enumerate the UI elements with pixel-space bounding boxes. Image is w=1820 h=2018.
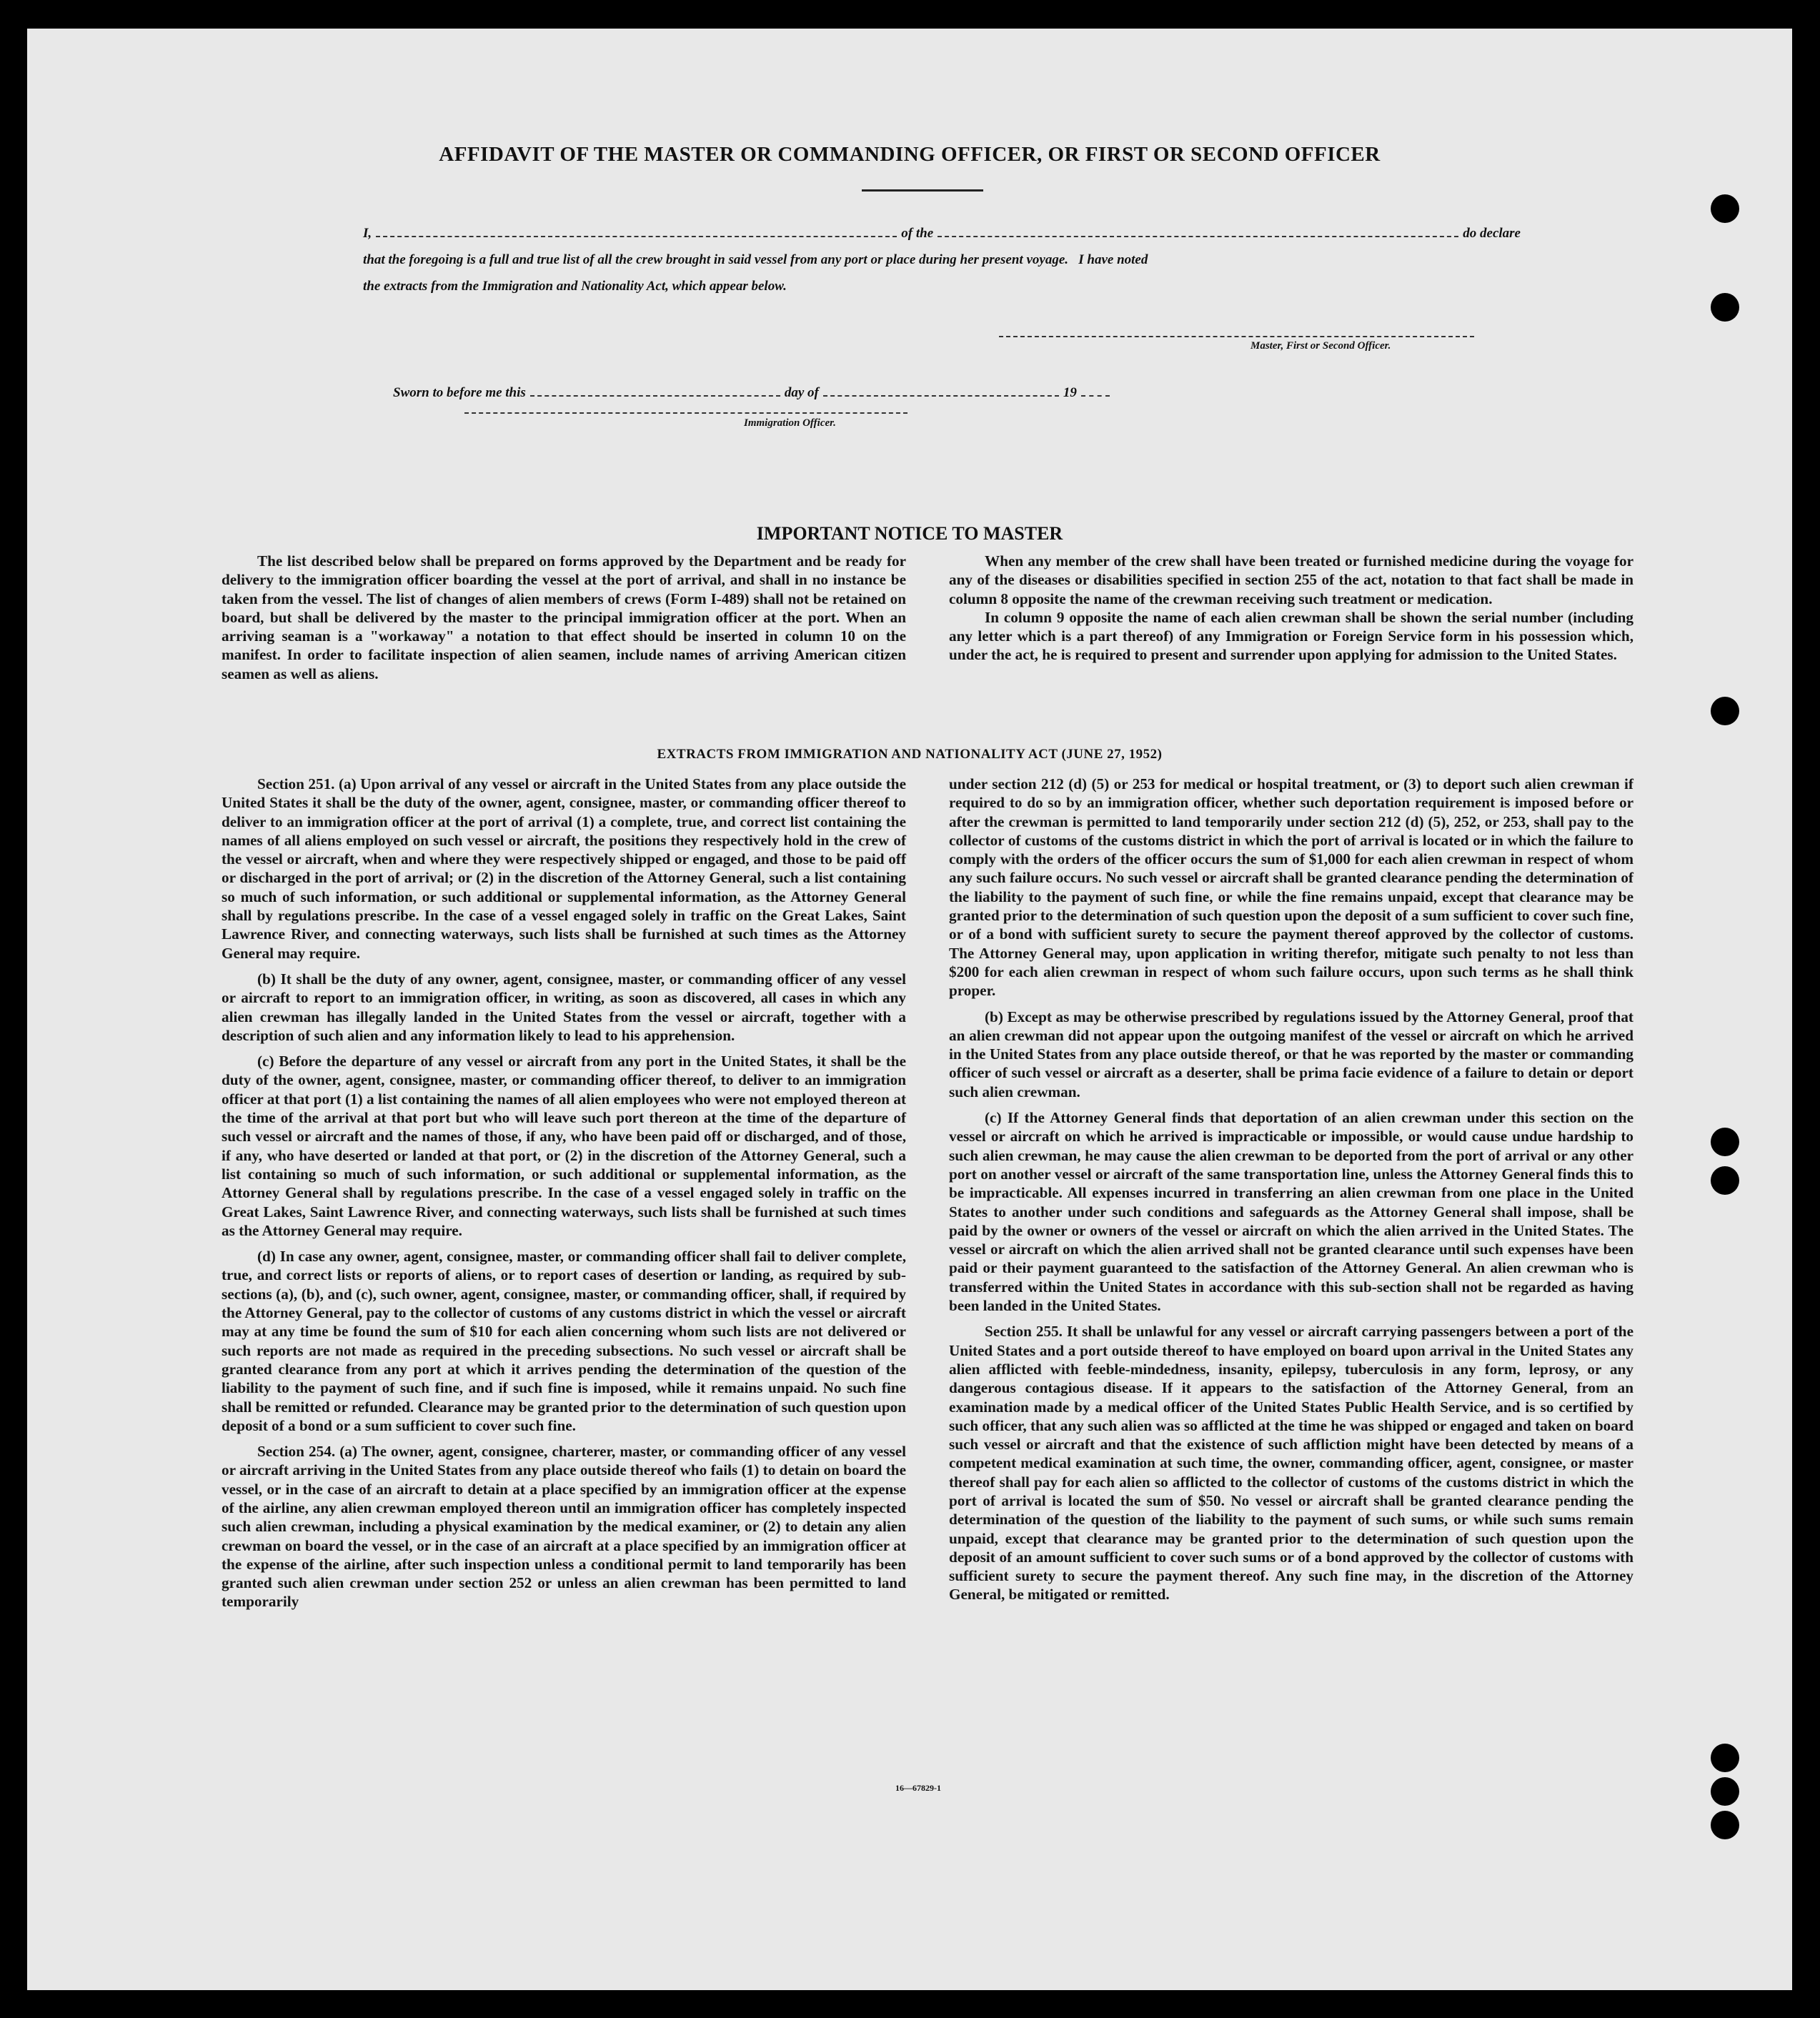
punch-hole bbox=[1711, 194, 1739, 223]
sworn-year-label: 19 bbox=[1063, 385, 1077, 400]
punch-hole bbox=[1711, 1166, 1739, 1195]
master-signature-line[interactable] bbox=[999, 336, 1474, 337]
form-code: 16—67829-1 bbox=[895, 1783, 941, 1793]
title-rule bbox=[862, 189, 983, 192]
section-251d-paragraph: (d) In case any owner, agent, consignee, master, or commanding officer shall fail to deliver complete, true, and correct lists or reports of aliens, or to report cases of desertion or landing, as required by sub-sections (a), (b), and (c), such owner, agent, consignee, master, or commanding officer, shall, if required by the Attorney General, pay to the collector of customs of any customs district in which the vessel or aircraft may at any time be found the sum of $10 for each alien concerning whom such lists are not delivered or such reports are not made as required in the preceding subsections. No such vessel or aircraft shall be granted clearance from any port at which it arrives pending the determination of the question of the liability to the payment of such fine, and if such fine is imposed, while it remains unpaid. No such fine shall be remitted or refunded. Clearance may be granted prior to the determination of such question upon deposit of a bond or a sum sufficient to cover such fine. bbox=[222, 1248, 906, 1434]
affidavit-title: AFFIDAVIT OF THE MASTER OR COMMANDING OFFICER, OR FIRST OR SECOND OFFICER bbox=[439, 143, 1381, 166]
notice-left-paragraph: The list described below shall be prepared on forms approved by the Department and be ready for delivery to the immigration officer boarding the vessel at the port of arrival, and shall in no instance be taken from the vessel. The list of changes of alien members of crews (Form I-489) shall not be retained on board, but shall be delivered by the master to the principal immigration officer at the port. When an arriving seaman is a "workaway" a notation to that effect should be inserted in column 10 on the manifest. In order to facilitate inspection of alien seamen, include names of arriving American citizen seamen as well as aliens. bbox=[222, 552, 906, 682]
sworn-day-blank[interactable] bbox=[530, 382, 780, 397]
sworn-day-label: day of bbox=[784, 385, 819, 400]
section-254b-paragraph: (b) Except as may be otherwise prescribed by regulations issued by the Attorney General, proof that an alien crewman did not appear upon the outgoing manifest of the vessel or aircraft on which he arrived in the United States from any place outside thereof, or that he was reported by the master or commanding officer of such vessel or aircraft as a deserter, shall be prima facie evidence of a failure to detain or deport such alien crewman. bbox=[949, 1008, 1633, 1100]
section-254a-continued-paragraph: under section 212 (d) (5) or 253 for medical or hospital treatment, or (3) to deport such alien crewman if required to do so by an immigration officer, whether such deportation requirement is imposed before or after the crewman is permitted to land temporarily under section 212 (d) (5), 252, or 253, shall pay to the collector of customs of the customs district in which the port of arrival is located or in which the failure to comply with the orders of the officer occurs the sum of $1,000 for each alien crewman in respect of whom any such failure occurs. No such vessel or aircraft shall be granted clearance pending the determination of the liability to the payment of such fine, or while the fine remains unpaid, except that clearance may be granted prior to the determination of such question upon the deposit of a sum sufficient to cover such fine, or of a bond with sufficient surety to secure the payment thereof approved by the collector of customs. The Attorney General may, upon application in writing therefor, mitigate such penalty to not less than $200 for each alien crewman in respect of whom such failure occurs, upon such terms as he shall think proper. bbox=[949, 775, 1633, 1000]
punch-hole bbox=[1711, 1128, 1739, 1156]
section-254a-paragraph: Section 254. (a) The owner, agent, consignee, charterer, master, or commanding officer of any vessel or aircraft arriving in the United States from any place outside thereof who fails (1) to detain on board the vessel, or in the case of an aircraft to detain at a place specified by an immigration officer at the expense of the airline, any alien crewman employed thereon until an immigration officer has completely inspected such alien crewman, including a physical examination by the medical examiner, or (2) to detain any alien crewman on board the vessel, or in the case of an aircraft at a place specified by an immigration officer at the expense of the airline, after such inspection unless a conditional permit to land temporarily has been granted such alien crewman under section 252 or unless an alien crewman has been permitted to land temporarily bbox=[222, 1443, 906, 1611]
notice-right-column bbox=[949, 552, 1633, 672]
declaration-block bbox=[363, 220, 1521, 299]
officer-signature-line[interactable] bbox=[464, 412, 907, 414]
notice-right-paragraph: In column 9 opposite the name of each alien crewman shall be shown the serial number (including any letter which is a part thereof) of any Immigration or Foreign Service form in his possession which, under the act, he is required to present and surrender upon applying for admission to the United States. bbox=[949, 608, 1633, 664]
document-page bbox=[27, 29, 1792, 1990]
name-blank[interactable] bbox=[376, 223, 897, 237]
extracts-right-column bbox=[949, 775, 1633, 1611]
declaration-middle: of the bbox=[901, 226, 934, 241]
declaration-prefix: I, bbox=[363, 226, 372, 241]
punch-hole bbox=[1711, 1811, 1739, 1839]
sworn-year-blank[interactable] bbox=[1081, 382, 1110, 397]
extracts-left-column bbox=[222, 775, 906, 1619]
master-signature-caption: Master, First or Second Officer. bbox=[1250, 340, 1391, 352]
sworn-prefix: Sworn to before me this bbox=[393, 385, 526, 400]
declaration-suffix: do declare bbox=[1463, 226, 1521, 241]
section-251b-paragraph: (b) It shall be the duty of any owner, agent, consignee, master, or commanding officer of any vessel or aircraft to report to an immigration officer, in writing, as soon as discovered, all cases in which any alien crewman has illegally landed in the United States from the vessel or aircraft, together with a description of such alien and any information likely to lead to his apprehension. bbox=[222, 970, 906, 1044]
punch-hole bbox=[1711, 697, 1739, 725]
extracts-title: EXTRACTS FROM IMMIGRATION AND NATIONALITY ACT (JUNE 27, 1952) bbox=[657, 747, 1163, 762]
vessel-blank[interactable] bbox=[938, 223, 1458, 237]
officer-signature-caption: Immigration Officer. bbox=[744, 417, 836, 429]
punch-hole bbox=[1711, 1744, 1739, 1772]
section-251c-paragraph: (c) Before the departure of any vessel or aircraft from any port in the United States, it shall be the duty of the owner, agent, consignee, master, or commanding officer thereof, to deliver to an immigration officer at that port (1) a list containing the names of all alien employees who were not employed thereon at the time of the arrival at that port but who will leave such port thereon at the time of the departure of such vessel or aircraft and the names of those, if any, who have been paid off or discharged, and of those, if any, who have deserted or landed at that port, or (2) in the discretion of the Attorney General, such a list containing so much of such information, or such additional or supplemental information, as the Attorney General shall by regulations prescribe. In the case of a vessel engaged solely in traffic on the Great Lakes, Saint Lawrence River, and connecting waterways, such lists shall be furnished at such times as the Attorney General may require. bbox=[222, 1053, 906, 1239]
punch-hole bbox=[1711, 293, 1739, 322]
notice-title: IMPORTANT NOTICE TO MASTER bbox=[756, 523, 1063, 544]
sworn-line bbox=[393, 382, 1215, 401]
section-251a-paragraph: Section 251. (a) Upon arrival of any vessel or aircraft in the United States from any place outside the United States it shall be the duty of the owner, agent, consignee, master, or commanding officer thereof to deliver to an immigration officer at the port of arrival (1) a complete, true, and correct list containing the names of all aliens employed on such vessel or aircraft, the positions they respectively hold in the crew of the vessel or aircraft, when and where they were respectively shipped or engaged, and those to be paid off or discharged in the port of arrival; or (2) in the discretion of the Attorney General, such a list containing so much of such information, or such additional or supplemental information, as the Attorney General shall by regulations prescribe. In the case of a vessel engaged solely in traffic on the Great Lakes, Saint Lawrence River, and connecting waterways, such lists shall be furnished at such times as the Attorney General may require. bbox=[222, 775, 906, 962]
notice-left-column bbox=[222, 552, 906, 690]
section-255-paragraph: Section 255. It shall be unlawful for any vessel or aircraft carrying passengers between a port of the United States and a port outside thereof to have employed on board upon arrival in the United States any alien afflicted with feeble-mindedness, insanity, epilepsy, tuberculosis in any form, leprosy, or any dangerous contagious disease. If it appears to the satisfaction of the Attorney General, from an examination made by a medical officer of the United States Public Health Service, and is so certified by such officer, that any such alien was so afflicted at the time he was shipped or engaged and taken on board such vessel or aircraft and that the existence of such affliction might have been detected by means of a competent medical examination at such time, the owner, commanding officer, agent, consignee, or master thereof shall pay for each alien so afflicted to the collector of customs of the customs district in which the port of arrival is located the sum of $50. No vessel or aircraft shall be granted clearance pending the determination of the question of the liability to the payment of such sums, or while such sums remain unpaid, except that clearance may be granted prior to the determination of such question upon the deposit of an amount sufficient to cover such sums or of a bond approved by the collector of customs with sufficient surety to secure the payment thereof. Any such fine may, in the discretion of the Attorney General, be mitigated or remitted. bbox=[949, 1323, 1633, 1604]
declaration-line-3: the extracts from the Immigration and Nationality Act, which appear below. bbox=[363, 279, 787, 294]
notice-right-paragraph: When any member of the crew shall have been treated or furnished medicine during the voyage for any of the diseases or disabilities specified in section 255 of the act, notation to that fact shall be made in column 8 opposite the name of the crewman receiving such treatment or medication. bbox=[949, 552, 1633, 607]
declaration-line-2: that the foregoing is a full and true list of all the crew brought in said vessel from any port or place during her present voyage. I have noted bbox=[363, 252, 1148, 267]
declaration-line-1 bbox=[363, 220, 1521, 247]
punch-hole bbox=[1711, 1777, 1739, 1806]
sworn-month-blank[interactable] bbox=[823, 382, 1059, 397]
section-254c-paragraph: (c) If the Attorney General finds that deportation of an alien crewman under this section on the vessel or aircraft on which he arrived is impracticable or impossible, or would cause undue hardship to such alien crewman, he may cause the alien crewman to be deported from the port of arrival or any other port on another vessel or aircraft of the same transportation line, unless the Attorney General finds this to be impracticable. All expenses incurred in transferring an alien crewman from one place in the United States to another under such conditions and safeguards as the Attorney General shall impose, shall be paid by the owner or owners of the vessel or aircraft on which the alien arrived in the United States. The vessel or aircraft on which the alien arrived shall not be granted clearance until such expenses have been paid or their payment guaranteed to the satisfaction of the Attorney General. An alien crewman who is transferred within the United States in accordance with this sub-section shall not be regarded as having been landed in the United States. bbox=[949, 1109, 1633, 1315]
